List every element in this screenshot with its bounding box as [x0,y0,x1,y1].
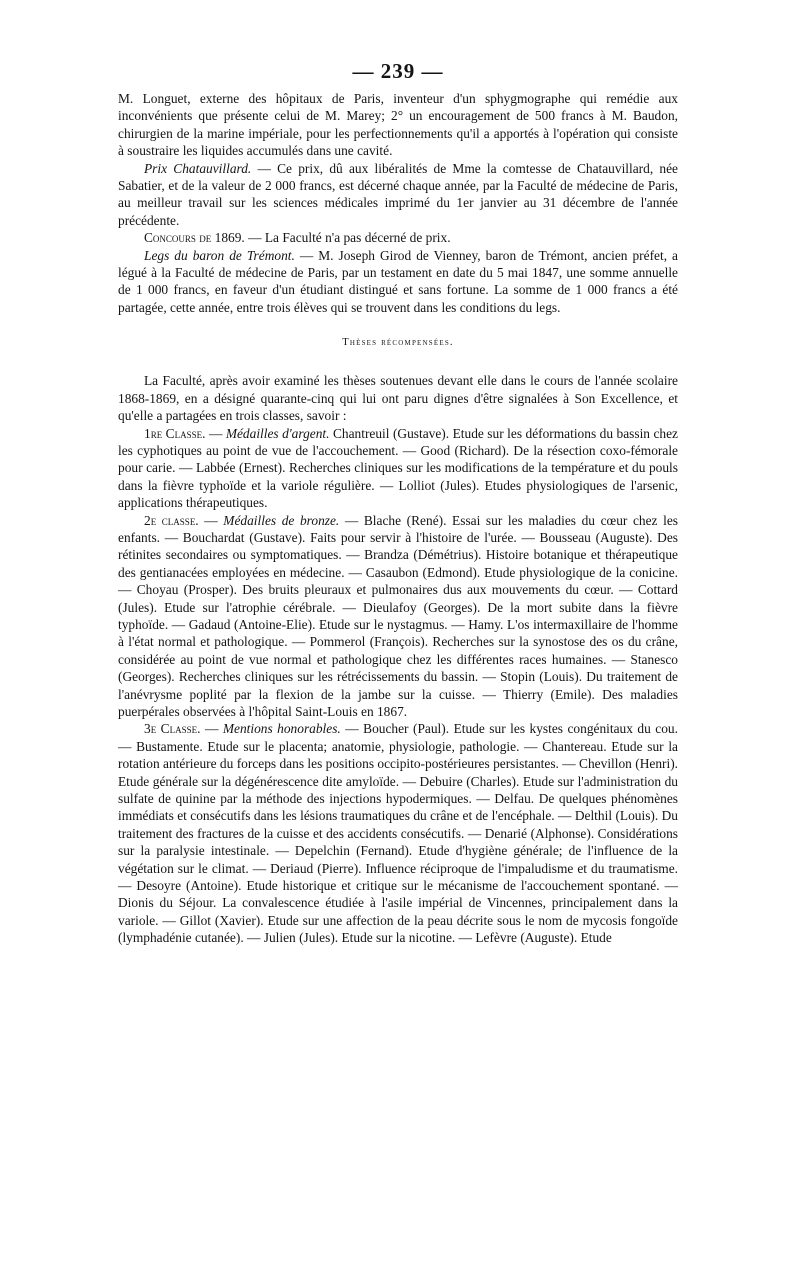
class-label: 3e Classe. [144,721,201,737]
paragraph-longuet [118,90,678,160]
page-number: — 239 — [352,59,444,83]
paragraph-text: M. Longuet, externe des hôpitaux de Paris, inventeur d'un sphygmographe qui remédie aux inconvénients que présente celui de M. Marey; 2° un encouragement de 500 francs à M. Baudon, chirurgien de la marine impériale, pour les perfectionnements qu'il a apportés à l'opération qui consiste à soustraire les liquides accumulés dans une cavité. [118,91,678,159]
paragraph-text: — Ce prix, dû aux libéralités de Mme la comtesse de Chatauvillard, née Sabatier, et de la valeur de 2 000 francs, est décerné chaque année, par la Faculté de médecine de Paris, au meilleur travail sur les sciences médicales imprimé du 1er janvier au 31 décembre de l'année précédente. [118,160,678,228]
paragraph-text: Chantreuil (Gustave). Etude sur les déformations du bassin chez les cyphotiques au point de vue de l'accouchement. — Good (Richard). De la résection coxo-fémorale pour carie. — Labbée (Ernest). Recherches cliniques sur les modifications de la température et du pouls dans la fièvre typhoïde et la variole régulière. — Lolliot (Jules). Etudes physiologiques de l'arsenic, applications thérapeutiques. [118,425,678,511]
paragraph-lead: Prix Chatauvillard. [144,160,252,176]
section-heading: Thèses récompensées. [342,337,454,349]
paragraph-premiere-classe: 1re Classe. — Médailles d'argent. Chantreuil (Gustave). Etude sur les déformations du bassin chez les cyphotiques au point de vue de l'accouchement. — Good (Richard). De la résection coxo-fémorale pour carie. — Labbée (Ernest). Recherches cliniques sur les modifications de la température et du pouls dans la fièvre typhoïde et la variole régulière. — Lolliot (Jules). Etudes physiologiques de l'arsenic, applications thérapeutiques. [118,425,678,511]
paragraph-text: — Boucher (Paul). Etude sur les kystes congénitaux du cou. — Bustamente. Etude sur le placenta; anatomie, physiologie, pathologie. — Chantereau. Etude sur la rotation antérieure du forceps dans les positions occipito-postérieures persistantes. — Chevillon (Henri). Etude générale sur la dégénérescence dite amyloïde. — Debuire (Charles). Etude sur l'administration du sulfate de quinine par la méthode des injections hypodermiques. — Delfau. De quelques phénomènes immédiats et consécutifs dans les lésions traumatiques du crâne et de l'encéphale. — Delthil (Louis). Du traitement des fractures de la cuisse et des accidents consécutifs. — Denarié (Alphonse). Considérations sur la paralysie intestinale. — Depelchin (Fernand). Etude d'hygiène générale; de l'influence de la végétation sur le climat. — Deriaud (Pierre). Influence réciproque de l'impaludisme et du traumatisme. — Desoyre (Antoine). Etude historique et critique sur le mécanisme de l'accouchement spontané. — Dionis du Séjour. La convalescence étudiée à l'asile impérial de Vincennes, principalement dans la variole. — Gillot (Xavier). Etude sur une affection de la peau décrite sous le nom de mycosis fongoïde (lymphadénie cutanée). — Julien (Jules). Etude sur la nicotine. — Lefèvre (Auguste). Etude [118,721,678,946]
paragraph-lead: Médailles d'argent. [225,425,330,441]
paragraph-deuxieme-classe: 2e classe. — Médailles de bronze. — Blache (René). Essai sur les maladies du cœur chez les enfants. — Bouchardat (Gustave). Faits pour servir à l'histoire de l'urée. — Bousseau (Auguste). Des rétinites secondaires ou symptomatiques. — Brandza (Démétrius). Histoire botanique et thérapeutique des gentianacées employées en médecine. — Casaubon (Edmond). Etude physiologique de la conicine. — Choyau (Prosper). Des bruits pleuraux et pulmonaires dus aux mouvements du cœur. — Cottard (Jules). Etude sur l'atrophie cérébrale. — Dieulafoy (Georges). De la mort subite dans la fièvre typhoïde. — Gadaud (Antoine-Elie). Etude sur le nystagmus. — Hamy. L'os intermaxillaire de l'homme à l'état normal et pathologique. — Pommerol (François). Recherches sur la synostose des os du crâne, considérée au point de vue normal et pathologique chez les différentes races humaines. — Stanesco (Georges). Recherches cliniques sur les rétrécissements du bassin. — Stopin (Louis). Du traitement de l'anévrysme poplité par la flexion de la jambe sur la cuisse. — Thierry (Emile). Des maladies puerpérales observées à l'hôpital Saint-Louis en 1867. [118,512,678,719]
paragraph-legs-tremont [118,247,678,317]
paragraph-lead: Mentions honorables. [222,721,341,737]
paragraph-text: 1869. — La Faculté n'a pas décerné de prix. [211,230,451,246]
paragraph-troisieme-classe: 3e Classe. — Mentions honorables. — Boucher (Paul). Etude sur les kystes congénitaux du cou. — Bustamente. Etude sur le placenta; anatomie, physiologie, pathologie. — Chantereau. Etude sur la rotation antérieure du forceps dans les positions occipito-postérieures persistantes. — Chevillon (Henri). Etude générale sur la dégénérescence dite amyloïde. — Debuire (Charles). Etude sur l'administration du sulfate de quinine par la méthode des injections hypodermiques. — Delfau. De quelques phénomènes immédiats et consécutifs dans les lésions traumatiques du crâne et de l'encéphale. — Delthil (Louis). Du traitement des fractures de la cuisse et des accidents consécutifs. — Denarié (Alphonse). Considérations sur la paralysie intestinale. — Depelchin (Fernand). Etude d'hygiène générale; de l'influence de la végétation sur le climat. — Deriaud (Pierre). Influence réciproque de l'impaludisme et du traumatisme. — Desoyre (Antoine). Etude historique et critique sur le mécanisme de l'accouchement spontané. — Dionis du Séjour. La convalescence étudiée à l'asile impérial de Vincennes, principalement dans la variole. — Gillot (Xavier). Etude sur une affection de la peau décrite sous le nom de mycosis fongoïde (lymphadénie cutanée). — Julien (Jules). Etude sur la nicotine. — Lefèvre (Auguste). Etude [118,721,678,946]
class-label: 1re Classe. [144,425,206,441]
paragraph-text: — Blache (René). Essai sur les maladies du cœur chez les enfants. — Bouchardat (Gustave). Faits pour servir à l'histoire de l'urée. — Bousseau (Auguste). Des rétinites secondaires ou symptomatiques. — Brandza (Démétrius). Histoire botanique et thérapeutique des gentianacées employées en médecine. — Casaubon (Edmond). Etude physiologique de la conicine. — Choyau (Prosper). Des bruits pleuraux et pulmonaires dus aux mouvements du cœur. — Cottard (Jules). Etude sur l'atrophie cérébrale. — Dieulafoy (Georges). De la mort subite dans la fièvre typhoïde. — Gadaud (Antoine-Elie). Etude sur le nystagmus. — Hamy. L'os intermaxillaire de l'homme à l'état normal et pathologique. — Pommerol (François). Recherches sur la synostose des os du crâne, considérée au point de vue normal et pathologique chez les différentes races humaines. — Stanesco (Georges). Recherches cliniques sur les rétrécissements du bassin. — Stopin (Louis). Du traitement de l'anévrysme poplité par la flexion de la jambe sur la cuisse. — Thierry (Emile). Des maladies puerpérales observées à l'hôpital Saint-Louis en 1867. [118,512,678,719]
paragraph-intro-theses [118,372,678,424]
paragraph-prix-chatauvillard [118,160,678,230]
paragraph-text: — M. Joseph Girod de Vienney, baron de Trémont, ancien préfet, a légué à la Faculté de médecine de Paris, par un testament en date du 5 mai 1847, une somme annuelle de 1 000 francs, en faveur d'un étudiant distingué et sans fortune. La somme de 1 000 francs a été partagée, cette année, entre trois élèves qui se trouvent dans les conditions du legs. [118,247,678,315]
paragraph-lead: Concours de [144,230,212,246]
document-page [118,58,678,947]
paragraph-concours-1869 [118,229,678,246]
class-label: 2e classe. [144,512,199,528]
paragraph-lead: Legs du baron de Trémont. [144,247,295,263]
paragraph-lead: Médailles de bronze. [223,512,340,528]
paragraph-text: La Faculté, après avoir examiné les thèses soutenues devant elle dans le cours de l'année scolaire 1868-1869, en a désigné quarante-cinq qui lui ont paru dignes d'être signalées à Son Excellence, et qu'elle a partagées en trois classes, savoir : [118,373,678,424]
